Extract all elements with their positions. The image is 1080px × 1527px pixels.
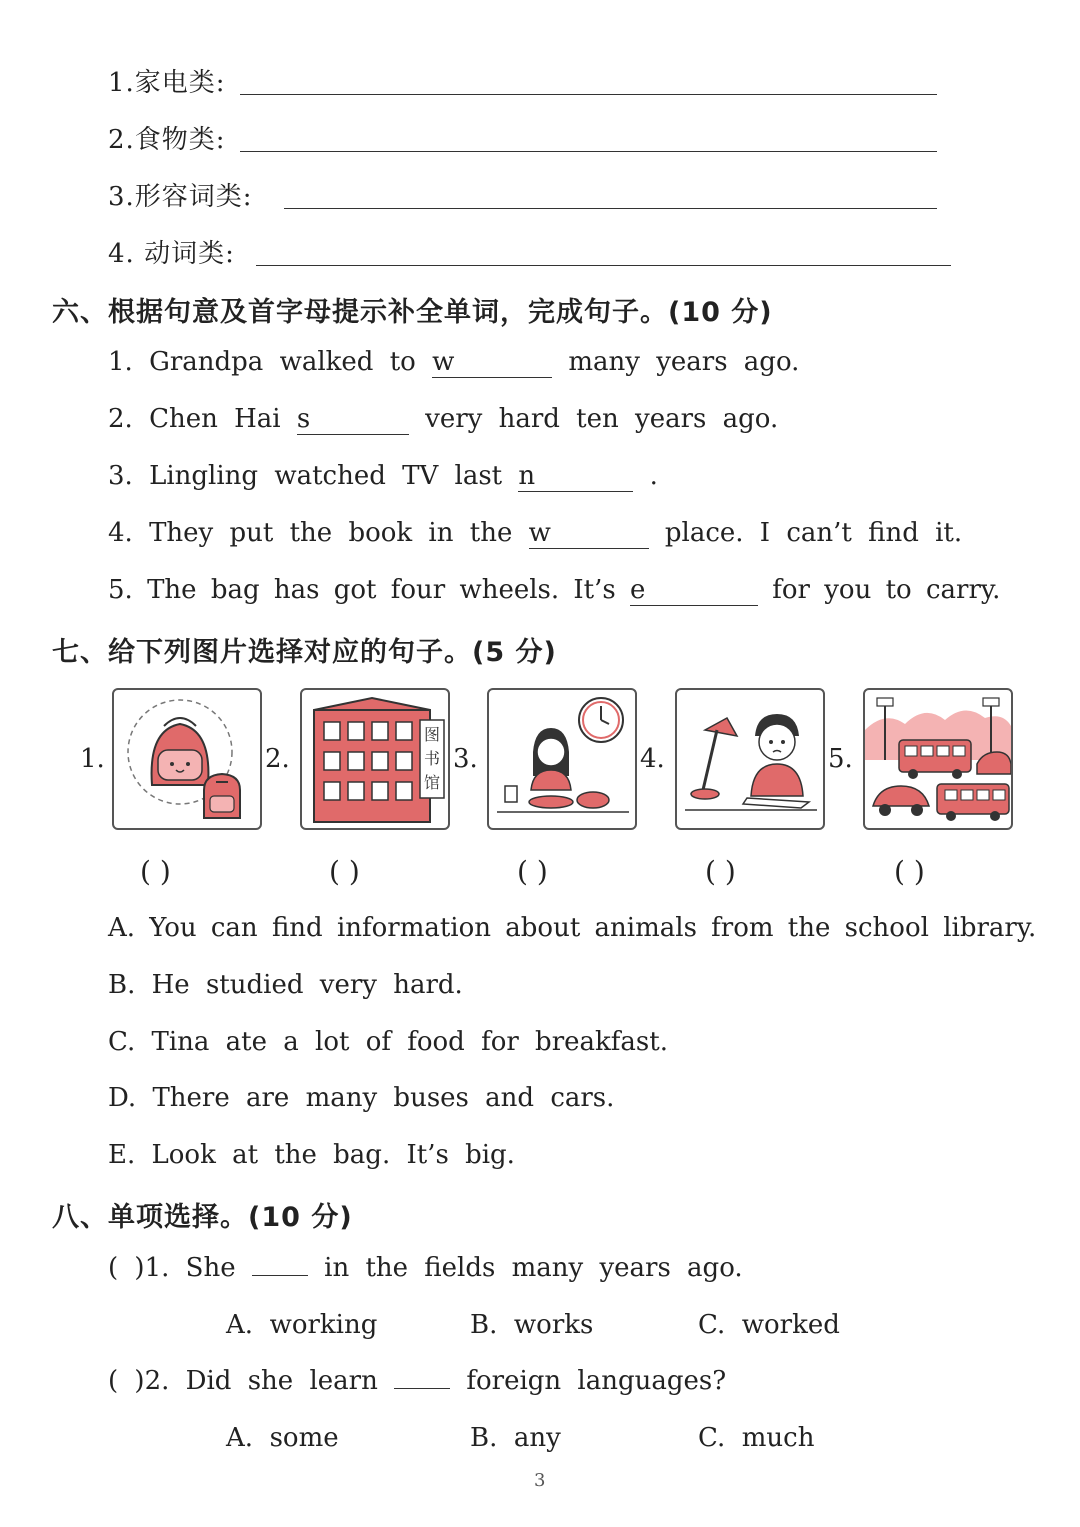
choice-letter: A. — [226, 1423, 254, 1453]
fill-sentence — [108, 575, 1000, 606]
item-number: 2. — [108, 404, 133, 434]
answer-line[interactable] — [240, 151, 937, 152]
item-number: 4. — [108, 518, 133, 548]
item-number: 1. — [108, 347, 133, 377]
answer-blank[interactable] — [252, 1253, 308, 1276]
choice-c[interactable] — [698, 1423, 814, 1453]
choice-text: much — [741, 1423, 815, 1453]
choice-b[interactable] — [470, 1310, 593, 1340]
letter-blank[interactable] — [630, 575, 758, 606]
picture-number: 5. — [828, 744, 853, 774]
choice-letter: B. — [470, 1423, 498, 1453]
sentence-after: for you to carry. — [772, 575, 1001, 605]
question-2 — [108, 1366, 726, 1396]
letter-blank[interactable] — [297, 404, 409, 435]
choice-letter: A. — [226, 1310, 254, 1340]
choice-a[interactable] — [226, 1423, 339, 1453]
answer-line[interactable] — [284, 208, 937, 209]
answer-paren[interactable]: ( ) — [517, 855, 548, 888]
sentence-before: They put the book in the — [149, 518, 513, 548]
sentence-before: Chen Hai — [149, 404, 281, 434]
answer-paren[interactable]: ( ) — [108, 1366, 145, 1396]
picture-2 — [300, 688, 450, 830]
choice-c[interactable] — [698, 1310, 840, 1340]
hint-letter: e — [630, 575, 646, 605]
choice-letter: C. — [698, 1423, 726, 1453]
category-label-appliances: 1.家电类: — [108, 68, 226, 98]
section-six-heading: 六、根据句意及首字母提示补全单词，完成句子。(10 分) — [52, 297, 773, 328]
sentence-before: Grandpa walked to — [149, 347, 416, 377]
option-e: E. Look at the bag. It’s big. — [108, 1140, 515, 1170]
sentence-after: many years ago. — [568, 347, 800, 377]
choice-text: working — [269, 1310, 378, 1340]
question-stem-before: Did she learn — [185, 1366, 378, 1396]
question-stem-after: in the fields many years ago. — [324, 1253, 743, 1283]
option-b: B. He studied very hard. — [108, 970, 463, 1000]
fill-sentence — [108, 347, 799, 378]
choice-text: worked — [741, 1310, 840, 1340]
choice-text: some — [269, 1423, 339, 1453]
library-building-icon — [302, 690, 448, 828]
picture-4 — [675, 688, 825, 830]
page-number: 3 — [534, 1470, 546, 1491]
sentence-after: very hard ten years ago. — [425, 404, 779, 434]
picture-number: 4. — [640, 744, 665, 774]
answer-line[interactable] — [256, 265, 951, 266]
answer-paren[interactable]: ( ) — [894, 855, 925, 888]
item-number: 3. — [108, 461, 133, 491]
fill-sentence — [108, 518, 962, 549]
item-number: 5. — [108, 575, 133, 605]
question-number: 1. — [144, 1253, 170, 1283]
question-stem-after: foreign languages? — [466, 1366, 727, 1396]
category-label-food: 2.食物类: — [108, 125, 226, 155]
question-stem-before: She — [185, 1253, 236, 1283]
hint-letter: w — [432, 347, 455, 377]
answer-paren[interactable]: ( ) — [108, 1253, 145, 1283]
picture-number: 2. — [265, 744, 290, 774]
hint-letter: w — [528, 518, 551, 548]
choice-b[interactable] — [470, 1423, 561, 1453]
picture-number: 1. — [80, 744, 105, 774]
girl-eating-breakfast-icon — [489, 690, 635, 828]
choice-text: any — [513, 1423, 561, 1453]
answer-blank[interactable] — [394, 1366, 450, 1389]
picture-number: 3. — [453, 744, 478, 774]
letter-blank[interactable] — [432, 347, 552, 378]
answer-line[interactable] — [240, 94, 937, 95]
picture-5 — [863, 688, 1013, 830]
letter-blank[interactable] — [529, 518, 649, 549]
library-sign-char: 图 — [423, 725, 441, 744]
category-label-adjectives: 3.形容词类: — [108, 182, 253, 212]
picture-3 — [487, 688, 637, 830]
sentence-after: . — [649, 461, 658, 491]
section-eight-heading: 八、单项选择。(10 分) — [52, 1202, 353, 1233]
choice-text: works — [513, 1310, 594, 1340]
library-sign-char: 书 — [423, 749, 441, 768]
letter-blank[interactable] — [518, 461, 633, 492]
section-seven-heading: 七、给下列图片选择对应的句子。(5 分) — [52, 637, 557, 668]
sentence-before: The bag has got four wheels. It’s — [147, 575, 616, 605]
schoolbag-icon — [114, 690, 260, 828]
library-sign-char: 馆 — [423, 773, 441, 792]
fill-sentence — [108, 404, 778, 435]
fill-sentence — [108, 461, 658, 492]
sentence-before: Lingling watched TV last — [149, 461, 503, 491]
picture-1 — [112, 688, 262, 830]
sentence-after: place. I can’t find it. — [664, 518, 963, 548]
choice-letter: B. — [470, 1310, 498, 1340]
hint-letter: s — [296, 404, 311, 434]
answer-paren[interactable]: ( ) — [329, 855, 360, 888]
hint-letter: n — [518, 461, 536, 491]
option-c: C. Tina ate a lot of food for breakfast. — [108, 1027, 668, 1057]
option-d: D. There are many buses and cars. — [108, 1083, 615, 1113]
answer-paren[interactable]: ( ) — [140, 855, 171, 888]
choice-letter: C. — [698, 1310, 726, 1340]
category-label-verbs: 4. 动词类: — [108, 239, 235, 269]
boy-studying-icon — [677, 690, 823, 828]
question-1 — [108, 1253, 743, 1283]
choice-a[interactable] — [226, 1310, 377, 1340]
buses-and-cars-icon — [865, 690, 1011, 828]
option-a: A. You can find information about animals from the school library. — [108, 913, 1037, 943]
answer-paren[interactable]: ( ) — [705, 855, 736, 888]
question-number: 2. — [144, 1366, 170, 1396]
